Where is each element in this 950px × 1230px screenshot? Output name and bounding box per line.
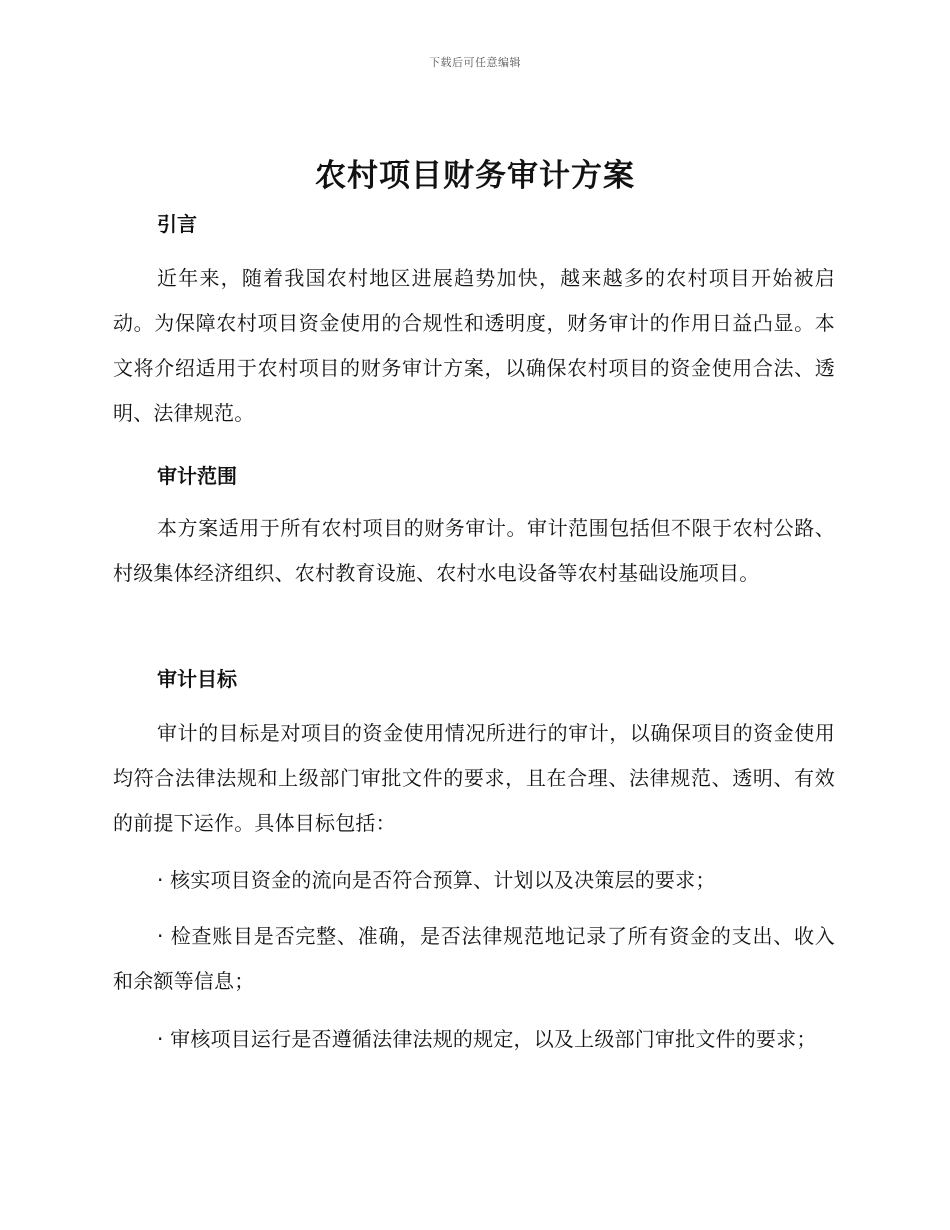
bullet-item-compliance: · 审核项目运行是否遵循法律法规的规定，以及上级部门审批文件的要求； [157, 1027, 817, 1051]
section-heading-scope: 审计范围 [157, 464, 237, 488]
bullet-item-accounts: · 检查账目是否完整、准确，是否法律规范地记录了所有资金的支出、收入和余额等信息； [113, 924, 835, 993]
header-note: 下载后可任意编辑 [429, 56, 521, 69]
paragraph-objectives: 审计的目标是对项目的资金使用情况所进行的审计，以确保项目的资金使用均符合法律法规和上级部门审批文件的要求，且在合理、法律规范、透明、有效的前提下运作。具体目标包括： [113, 721, 835, 835]
bullet-item-fund-flow: · 核实项目资金的流向是否符合预算、计划以及决策层的要求； [157, 868, 716, 892]
paragraph-intro: 近年来，随着我国农村地区进展趋势加快，越来越多的农村项目开始被启动。为保障农村项目资金使用的合规性和透明度，财务审计的作用日益凸显。本文将介绍适用于农村项目的财务审计方案，以确保农村项目的资金使用合法、透明、法律规范。 [113, 266, 835, 425]
paragraph-scope: 本方案适用于所有农村项目的财务审计。审计范围包括但不限于农村公路、村级集体经济组织、农村教育设施、农村水电设备等农村基础设施项目。 [113, 516, 835, 585]
document-title: 农村项目财务审计方案 [315, 158, 635, 194]
section-heading-objectives: 审计目标 [157, 667, 237, 691]
section-heading-intro: 引言 [157, 212, 197, 236]
